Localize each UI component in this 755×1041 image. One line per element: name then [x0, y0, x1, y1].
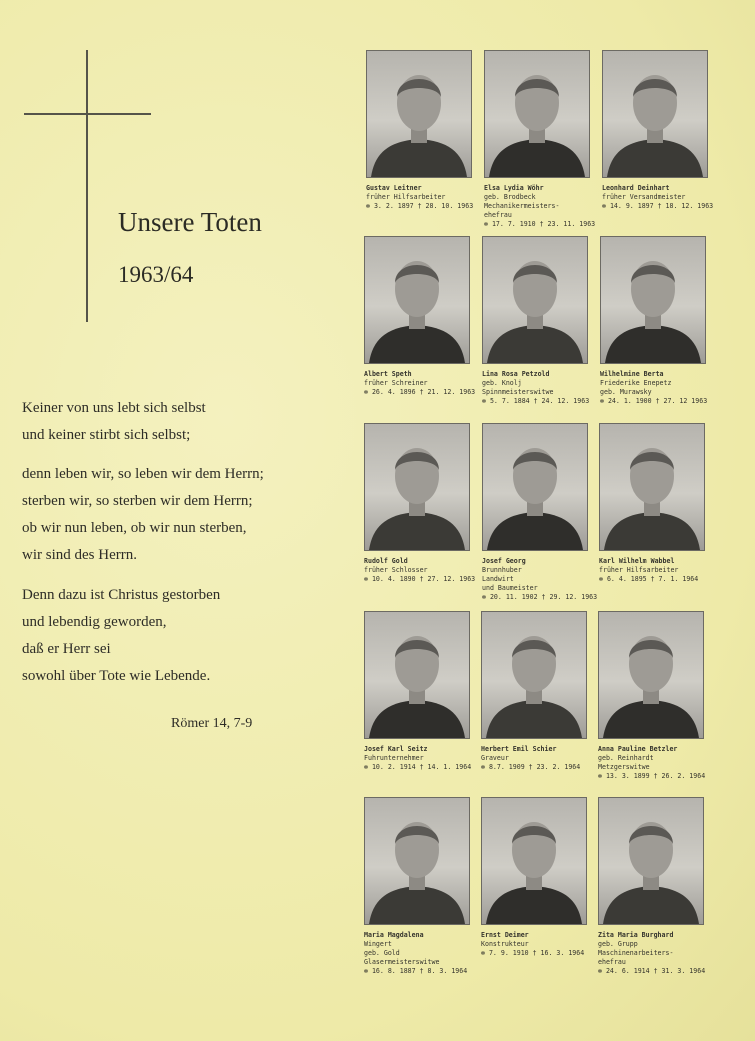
- person-detail: früher Hilfsarbeiter: [366, 193, 446, 201]
- portrait-shoulders: [603, 700, 699, 738]
- person-detail: geb. Reinhardt: [598, 754, 654, 762]
- person-detail: Wingert: [364, 940, 392, 948]
- portrait-shoulders: [487, 512, 583, 550]
- portrait-shoulders: [369, 886, 465, 924]
- person-dates: ✻ 17. 7. 1910 † 23. 11. 1963: [484, 220, 596, 228]
- person-card: [481, 611, 587, 772]
- person-name: Herbert Emil Schier: [481, 745, 557, 753]
- person-detail: Brunnhuber: [482, 566, 522, 574]
- person-detail: Friederike Enepetz: [600, 379, 672, 387]
- person-detail: geb. Brodbeck: [484, 193, 536, 201]
- person-detail: Landwirt: [482, 575, 514, 583]
- portrait-shoulders: [369, 325, 465, 363]
- cross-horizontal-bar: [24, 113, 151, 115]
- person-detail: Spinnmeisterswitwe: [482, 388, 554, 396]
- person-dates: ✻ 6. 4. 1895 † 7. 1. 1964: [599, 575, 699, 583]
- person-dates: ✻ 5. 7. 1884 † 24. 12. 1963: [482, 397, 590, 405]
- portrait-photo: [598, 611, 704, 739]
- person-name: Karl Wilhelm Wabbel: [599, 557, 675, 565]
- portrait-photo: [484, 50, 590, 178]
- portrait-silhouette: [601, 237, 705, 363]
- person-detail: geb. Knolj: [482, 379, 522, 387]
- portrait-shoulders: [603, 886, 699, 924]
- person-name: Anna Pauline Betzler: [598, 745, 678, 753]
- person-name: Josef Karl Seitz: [364, 745, 428, 753]
- portrait-silhouette: [485, 51, 589, 177]
- person-detail: Glasermeisterswitwe: [364, 958, 440, 966]
- portrait-shoulders: [489, 139, 585, 177]
- person-detail: geb. Gold: [364, 949, 400, 957]
- person-dates: ✻ 24. 6. 1914 † 31. 3. 1964: [598, 967, 706, 975]
- portrait-silhouette: [600, 424, 704, 550]
- person-dates: ✻ 7. 9. 1910 † 16. 3. 1964: [481, 949, 585, 957]
- portrait-photo: [481, 797, 587, 925]
- person-card: [598, 797, 704, 976]
- page-year: 1963/64: [118, 262, 194, 287]
- person-detail: ehefrau: [598, 958, 626, 966]
- portrait-silhouette: [603, 51, 707, 177]
- person-detail: Graveur: [481, 754, 509, 762]
- verse-line: ob wir nun leben, ob wir nun sterben,: [22, 520, 247, 536]
- person-detail: früher Schreiner: [364, 379, 428, 387]
- person-detail: Fuhrunternehmer: [364, 754, 424, 762]
- portrait-photo: [600, 236, 706, 364]
- person-name: Ernst Deimer: [481, 931, 529, 939]
- verse-line: und keiner stirbt sich selbst;: [22, 427, 191, 443]
- person-dates: ✻ 20. 11. 1902 † 29. 12. 1963: [482, 593, 598, 601]
- person-card: [482, 423, 598, 602]
- portrait-photo: [599, 423, 705, 551]
- portrait-silhouette: [365, 612, 469, 738]
- portrait-photo: [482, 236, 588, 364]
- person-card: [602, 50, 714, 211]
- person-name: Lina Rosa Petzold: [482, 370, 550, 378]
- portrait-photo: [481, 611, 587, 739]
- person-name: Leonhard Deinhart: [602, 184, 670, 192]
- portrait-silhouette: [367, 51, 471, 177]
- verse-line: sterben wir, so sterben wir dem Herrn;: [22, 493, 253, 509]
- person-dates: ✻ 14. 9. 1897 † 18. 12. 1963: [602, 202, 714, 210]
- portrait-silhouette: [365, 237, 469, 363]
- person-dates: ✻ 10. 4. 1890 † 27. 12. 1963: [364, 575, 476, 583]
- portrait-silhouette: [483, 424, 587, 550]
- portrait-photo: [598, 797, 704, 925]
- person-name: Wilhelmine Berta: [600, 370, 664, 378]
- portrait-shoulders: [604, 512, 700, 550]
- person-dates: ✻ 24. 1. 1900 † 27. 12 1963: [600, 397, 708, 405]
- person-name: Josef Georg: [482, 557, 526, 565]
- person-detail: früher Versandmeister: [602, 193, 686, 201]
- verse-line: daß er Herr sei: [22, 641, 111, 657]
- portrait-photo: [364, 423, 470, 551]
- person-detail: Maschinenarbeiters-: [598, 949, 674, 957]
- person-dates: ✻ 16. 8. 1887 † 8. 3. 1964: [364, 967, 468, 975]
- person-dates: ✻ 3. 2. 1897 † 28. 10. 1963: [366, 202, 474, 210]
- person-card: [364, 236, 476, 397]
- portrait-photo: [364, 797, 470, 925]
- portrait-shoulders: [607, 139, 703, 177]
- person-name: Rudolf Gold: [364, 557, 408, 565]
- portrait-silhouette: [482, 612, 586, 738]
- person-detail: Metzgerswitwe: [598, 763, 650, 771]
- verse-line: denn leben wir, so leben wir dem Herrn;: [22, 466, 264, 482]
- person-dates: ✻ 26. 4. 1896 † 21. 12. 1963: [364, 388, 476, 396]
- person-card: [481, 797, 587, 958]
- person-dates: ✻ 8.7. 1909 † 23. 2. 1964: [481, 763, 581, 771]
- person-name: Elsa Lydia Wöhr: [484, 184, 544, 192]
- portrait-silhouette: [599, 612, 703, 738]
- person-detail: geb. Murawsky: [600, 388, 652, 396]
- person-dates: ✻ 10. 2. 1914 † 14. 1. 1964: [364, 763, 472, 771]
- person-detail: und Baumeister: [482, 584, 538, 592]
- person-detail: ehefrau: [484, 211, 512, 219]
- person-detail: Konstrukteur: [481, 940, 529, 948]
- portrait-photo: [366, 50, 472, 178]
- person-card: [482, 236, 588, 406]
- portrait-silhouette: [482, 798, 586, 924]
- person-card: [366, 50, 472, 211]
- portrait-shoulders: [486, 700, 582, 738]
- person-detail: früher Hilfsarbeiter: [599, 566, 679, 574]
- person-card: [364, 611, 470, 772]
- person-name: Maria Magdalena: [364, 931, 424, 939]
- verse-line: und lebendig geworden,: [22, 614, 167, 630]
- person-card: [598, 611, 704, 781]
- portrait-silhouette: [599, 798, 703, 924]
- portrait-shoulders: [369, 512, 465, 550]
- portrait-shoulders: [486, 886, 582, 924]
- verse-line: wir sind des Herrn.: [22, 547, 137, 563]
- person-card: [484, 50, 596, 229]
- verse-line: Denn dazu ist Christus gestorben: [22, 587, 221, 603]
- portrait-photo: [482, 423, 588, 551]
- person-card: [364, 797, 470, 976]
- person-name: Zita Maria Burghard: [598, 931, 674, 939]
- person-dates: ✻ 13. 3. 1899 † 26. 2. 1964: [598, 772, 706, 780]
- person-detail: früher Schlosser: [364, 566, 428, 574]
- person-card: [599, 423, 705, 584]
- person-name: Gustav Leitner: [366, 184, 422, 192]
- person-card: [600, 236, 706, 406]
- person-card: [364, 423, 476, 584]
- portrait-photo: [364, 611, 470, 739]
- portrait-silhouette: [365, 798, 469, 924]
- verse-line: sowohl über Tote wie Lebende.: [22, 668, 211, 684]
- person-detail: Mechanikermeisters-: [484, 202, 560, 210]
- portrait-shoulders: [487, 325, 583, 363]
- page-title: Unsere Toten: [118, 207, 262, 237]
- portrait-shoulders: [605, 325, 701, 363]
- portrait-photo: [602, 50, 708, 178]
- cross-vertical-bar: [86, 50, 88, 322]
- portrait-silhouette: [365, 424, 469, 550]
- person-detail: geb. Grupp: [598, 940, 638, 948]
- portrait-shoulders: [371, 139, 467, 177]
- verse-line: Keiner von uns lebt sich selbst: [22, 400, 206, 416]
- bible-reference: Römer 14, 7-9: [171, 716, 253, 731]
- portrait-photo: [364, 236, 470, 364]
- portrait-silhouette: [483, 237, 587, 363]
- portrait-shoulders: [369, 700, 465, 738]
- person-name: Albert Speth: [364, 370, 412, 378]
